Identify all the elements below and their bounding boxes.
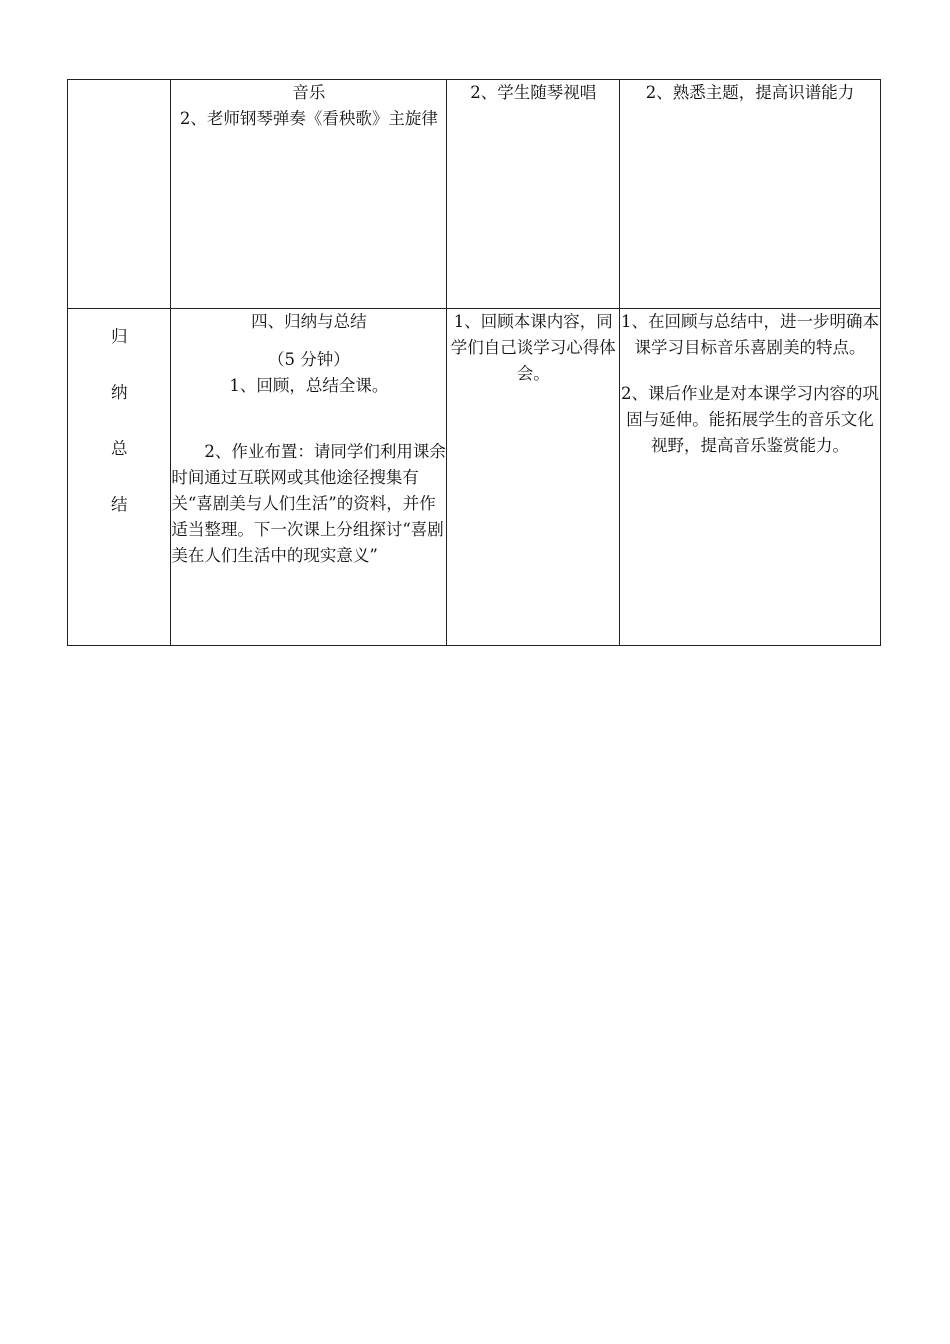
stage-cell [68, 309, 171, 646]
design-intent-cell [620, 309, 881, 646]
stage-char: 归 [110, 327, 128, 346]
teacher-text-line: 音乐 [292, 83, 326, 102]
table-row [68, 309, 881, 646]
lesson-plan-table [67, 79, 881, 646]
table-row [68, 80, 881, 309]
design-intent-cell [620, 80, 881, 309]
teacher-activity-cell [171, 309, 447, 646]
student-text: 2、学生随琴视唱 [470, 83, 597, 102]
section-title: 四、归纳与总结 [251, 312, 367, 331]
student-activity-cell [447, 80, 620, 309]
teacher-item: 2、作业布置：请同学们利用课余时间通过互联网或其他途径搜集有关“喜剧美与人们生活”的资料，并作适当整理。下一次课上分组探讨“喜剧美在人们生活中的现实意义” [171, 442, 446, 565]
teacher-item: 1、回顾，总结全课。 [229, 376, 389, 395]
student-activity-cell [447, 309, 620, 646]
stage-char: 结 [110, 495, 128, 514]
stage-cell [68, 80, 171, 309]
stage-char: 总 [110, 439, 128, 458]
teacher-activity-cell [171, 80, 447, 309]
teacher-text-line: 2、老师钢琴弹奏《看秧歌》主旋律 [179, 109, 438, 128]
section-duration: （5 分钟） [268, 350, 350, 369]
stage-char: 纳 [110, 383, 128, 402]
student-text: 1、回顾本课内容，同学们自己谈学习心得体会。 [450, 312, 616, 383]
intent-item: 1、在回顾与总结中，进一步明确本课学习目标音乐喜剧美的特点。 [621, 312, 879, 357]
intent-item: 2、课后作业是对本课学习内容的巩固与延伸。能拓展学生的音乐文化视野，提高音乐鉴赏能力。 [621, 384, 879, 455]
intent-text: 2、熟悉主题，提高识谱能力 [645, 83, 855, 102]
